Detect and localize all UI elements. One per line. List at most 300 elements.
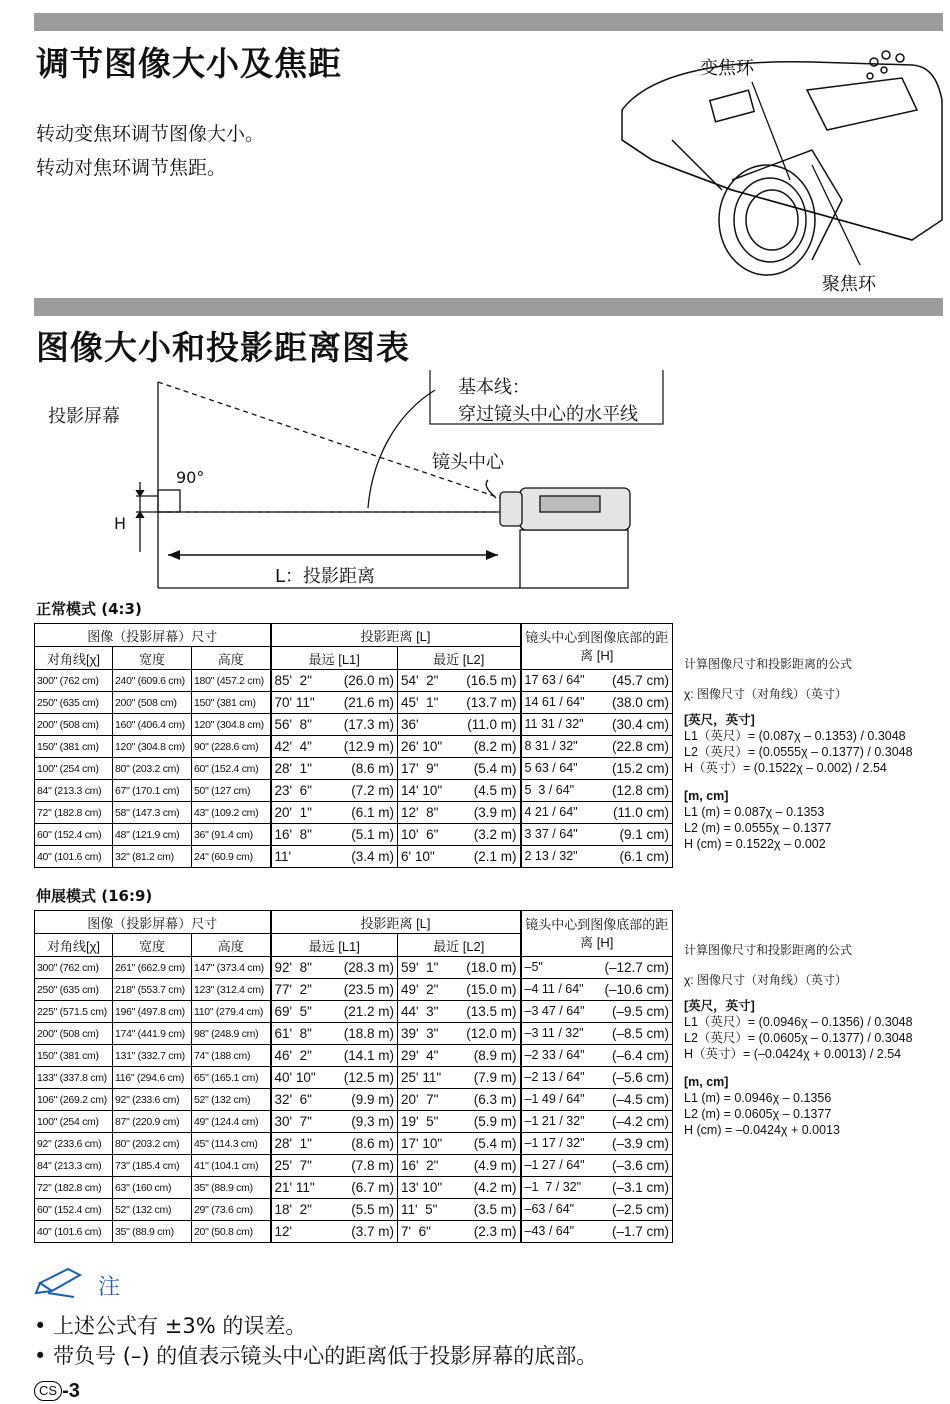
width-cell (113, 670, 192, 692)
max-distance-cell (271, 846, 398, 868)
min-distance-cell (398, 1045, 521, 1067)
metric-value: (3.5 m) (473, 1202, 517, 1217)
height-cell-text: 52" (132 cm) (194, 1093, 251, 1106)
table-row (35, 758, 673, 780)
distance-group-header: 投影距离 [L] (271, 911, 521, 934)
imperial-value: 11' 5" (401, 1202, 438, 1217)
diag-cell-text: 72" (182.8 cm) (37, 806, 102, 819)
width-cell (113, 1045, 192, 1067)
h-distance-cell (521, 692, 673, 714)
height-cell-text: 123" (312.4 cm) (194, 983, 264, 996)
height-cell (192, 1221, 271, 1243)
width-cell (113, 714, 192, 736)
imperial-value: 12' (274, 1224, 293, 1239)
height-cell (192, 736, 271, 758)
height-cell-text: 60" (152.4 cm) (194, 762, 259, 775)
diag-cell (35, 1023, 113, 1045)
imperial-value: 70' 11" (274, 695, 315, 710)
h-distance-cell (521, 780, 673, 802)
width-cell (113, 1199, 192, 1221)
lens-center-label: 镜头中心 (432, 452, 504, 473)
height-cell-text: 20" (50.8 cm) (194, 1225, 253, 1238)
baseline-label: 基本线： (458, 377, 530, 398)
metric-value: (6.1 cm) (619, 849, 669, 864)
max-distance-cell (271, 1089, 398, 1111)
metric-value: (13.5 m) (466, 1004, 517, 1019)
note-text: 上述公式有 ±3% 的误差。 (53, 1314, 307, 1338)
instruction-focus: 转动对焦环调节焦距。 (36, 157, 227, 179)
imperial-value: 17 63 / 64" (524, 673, 585, 687)
width-cell-text: 160" (406.4 cm) (115, 718, 185, 731)
max-distance-cell (271, 979, 398, 1001)
imperial-value: 69' 5" (274, 1004, 312, 1019)
diag-cell (35, 780, 113, 802)
imperial-value: 29' 4" (401, 1048, 439, 1063)
min-distance-cell (398, 736, 521, 758)
h-distance-cell (521, 670, 673, 692)
metric-value: (7.2 m) (351, 783, 394, 798)
min-distance-cell (398, 1199, 521, 1221)
imperial-value: 32' 6" (274, 1092, 312, 1107)
diag-cell (35, 670, 113, 692)
height-cell (192, 714, 271, 736)
diag-cell-text: 300" (762 cm) (37, 674, 99, 687)
height-cell (192, 846, 271, 868)
width-cell (113, 957, 192, 979)
imperial-value: 25' 7" (274, 1158, 312, 1173)
diag-header: 对角线[χ] (35, 934, 113, 957)
width-cell-text: 116" (294.6 cm) (115, 1071, 185, 1084)
metric-value: (17.3 m) (343, 717, 394, 732)
metric-value: (21.6 m) (343, 695, 394, 710)
min-distance-cell (398, 670, 521, 692)
min-distance-cell (398, 802, 521, 824)
height-cell (192, 1089, 271, 1111)
table-row (35, 692, 673, 714)
distance-group-header: 投影距离 [L] (271, 624, 521, 647)
height-cell-text: 45" (114.3 cm) (194, 1137, 258, 1150)
h-distance-cell (521, 1199, 673, 1221)
metric-value: (5.4 m) (473, 1136, 517, 1151)
diag-cell (35, 758, 113, 780)
max-distance-cell (271, 670, 398, 692)
width-cell-text: 32" (81.2 cm) (115, 850, 174, 863)
width-cell (113, 824, 192, 846)
height-cell (192, 824, 271, 846)
metric-value: (30.4 cm) (611, 717, 669, 732)
table-row (35, 1155, 673, 1177)
max-distance-cell (271, 692, 398, 714)
metric-value: (15.0 m) (466, 982, 517, 997)
imperial-value: 26' 10" (401, 739, 443, 754)
height-cell-text: 98" (248.9 cm) (194, 1027, 259, 1040)
max-distance-cell (271, 1023, 398, 1045)
h-distance-cell (521, 714, 673, 736)
h-distance-cell (521, 1023, 673, 1045)
height-cell-text: 180" (457.2 cm) (194, 674, 264, 687)
width-cell (113, 780, 192, 802)
metric-value: (18.8 m) (343, 1026, 394, 1041)
normal-mode-table (34, 623, 673, 868)
formula-m-head: [m, cm] (684, 789, 729, 803)
metric-value: (5.4 m) (473, 761, 517, 776)
width-cell-text: 240" (609.6 cm) (115, 674, 185, 687)
table-row (35, 1133, 673, 1155)
min-distance-cell (398, 714, 521, 736)
min-distance-cell (398, 758, 521, 780)
max-distance-cell (271, 714, 398, 736)
metric-value: (–6.4 cm) (611, 1048, 669, 1063)
note-item: • 上述公式有 ±3% 的误差。 (34, 1314, 307, 1338)
max-distance-cell (271, 824, 398, 846)
height-cell (192, 1067, 271, 1089)
imperial-value: 85' 2" (274, 673, 312, 688)
max-distance-cell (271, 1221, 398, 1243)
diag-cell-text: 150" (381 cm) (37, 740, 99, 753)
height-cell-text: 36" (91.4 cm) (194, 828, 253, 841)
imperial-value: 12' 8" (401, 805, 439, 820)
h-distance-cell (521, 1221, 673, 1243)
min-distance-header: 最近 [L2] (398, 647, 521, 670)
width-cell-text: 58" (147.3 cm) (115, 806, 180, 819)
width-cell-text: 92" (233.6 cm) (115, 1093, 180, 1106)
width-header: 宽度 (113, 934, 192, 957)
imperial-value: –1 21 / 32" (524, 1114, 585, 1128)
table-row (35, 1089, 673, 1111)
formula-m-head: [m, cm] (684, 1075, 729, 1089)
width-cell (113, 979, 192, 1001)
h-distance-cell (521, 1045, 673, 1067)
min-distance-cell (398, 957, 521, 979)
h-group-header: 镜头中心到图像底部的距离 [H] (521, 624, 673, 670)
metric-value: (4.5 m) (473, 783, 517, 798)
diag-cell (35, 736, 113, 758)
diag-cell-text: 200" (508 cm) (37, 718, 99, 731)
height-cell-text: 147" (373.4 cm) (194, 961, 264, 974)
diag-cell (35, 692, 113, 714)
metric-value: (3.2 m) (473, 827, 517, 842)
height-cell-text: 50" (127 cm) (194, 784, 251, 797)
min-distance-cell (398, 1089, 521, 1111)
metric-value: (12.0 m) (466, 1026, 517, 1041)
imperial-value: 28' 1" (274, 761, 312, 776)
h-distance-cell (521, 957, 673, 979)
min-distance-cell (398, 979, 521, 1001)
metric-value: (5.5 m) (351, 1202, 394, 1217)
diag-cell (35, 1067, 113, 1089)
imperial-value: 20' 7" (401, 1092, 439, 1107)
formula-line: L1（英尺）= (0.087χ – 0.1353) / 0.3048 (684, 729, 906, 743)
diag-cell-text: 60" (152.4 cm) (37, 1203, 102, 1216)
width-cell (113, 1221, 192, 1243)
imperial-value: –63 / 64" (524, 1202, 575, 1216)
metric-value: (4.9 m) (473, 1158, 517, 1173)
metric-value: (7.9 m) (473, 1070, 517, 1085)
min-distance-cell (398, 1023, 521, 1045)
imperial-value: 16' 8" (274, 827, 312, 842)
height-cell-text: 43" (109.2 cm) (194, 806, 259, 819)
height-cell-text: 65" (165.1 cm) (194, 1071, 259, 1084)
imperial-value: 11' (274, 849, 292, 864)
note-item: • 带负号 (–) 的值表示镜头中心的距离低于投影屏幕的底部。 (34, 1344, 598, 1368)
imperial-value: 44' 3" (401, 1004, 439, 1019)
max-distance-cell (271, 1045, 398, 1067)
imperial-value: 25' 11" (401, 1070, 442, 1085)
metric-value: (–3.1 cm) (611, 1180, 669, 1195)
metric-value: (8.2 m) (473, 739, 517, 754)
normal-formula-block (684, 656, 913, 852)
metric-value: (9.1 cm) (619, 827, 669, 842)
height-cell (192, 1023, 271, 1045)
metric-value: (26.0 m) (343, 673, 394, 688)
max-distance-cell (271, 780, 398, 802)
metric-value: (15.2 cm) (611, 761, 669, 776)
width-cell (113, 1001, 192, 1023)
min-distance-cell (398, 1111, 521, 1133)
metric-value: (6.7 m) (351, 1180, 394, 1195)
h-distance-cell (521, 736, 673, 758)
distance-label: L：投影距离 (275, 566, 376, 587)
zoom-ring-label: 变焦环 (700, 58, 754, 79)
imperial-value: 13' 10" (401, 1180, 443, 1195)
page-number (34, 1380, 80, 1403)
imperial-value: 16' 2" (401, 1158, 439, 1173)
imperial-value: –5" (524, 960, 543, 974)
metric-value: (3.7 m) (351, 1224, 394, 1239)
formula-line: L1（英尺）= (0.0946χ – 0.1356) / 0.3048 (684, 1015, 913, 1029)
metric-value: (38.0 cm) (611, 695, 669, 710)
diag-cell-text: 300" (762 cm) (37, 961, 99, 974)
diag-cell-text: 100" (254 cm) (37, 1115, 99, 1128)
diag-cell-text: 72" (182.8 cm) (37, 1181, 102, 1194)
metric-value: (45.7 cm) (611, 673, 669, 688)
min-distance-cell (398, 1067, 521, 1089)
focus-ring-label: 聚焦环 (822, 274, 876, 295)
wide-mode-title: 伸展模式 (16:9) (36, 887, 153, 905)
height-header: 高度 (192, 934, 271, 957)
table-row (35, 736, 673, 758)
imperial-value: –1 49 / 64" (524, 1092, 585, 1106)
width-cell-text: 131" (332.7 cm) (115, 1049, 185, 1062)
metric-value: (3.9 m) (473, 805, 517, 820)
formula-title: 计算图像尺寸和投影距离的公式 (684, 657, 853, 671)
min-distance-cell (398, 780, 521, 802)
metric-value: (–4.5 cm) (611, 1092, 669, 1107)
diag-cell (35, 1199, 113, 1221)
h-distance-cell (521, 1089, 673, 1111)
metric-value: (16.5 m) (466, 673, 517, 688)
metric-value: (13.7 m) (466, 695, 517, 710)
wide-mode-table (34, 910, 673, 1243)
diag-cell (35, 824, 113, 846)
h-distance-cell (521, 1111, 673, 1133)
imperial-value: 46' 2" (274, 1048, 312, 1063)
width-cell-text: 80" (203.2 cm) (115, 1137, 180, 1150)
table-row (35, 802, 673, 824)
metric-value: (–1.7 cm) (611, 1224, 669, 1239)
diag-cell (35, 846, 113, 868)
note-list (34, 1311, 597, 1371)
metric-value: (–8.5 cm) (611, 1026, 669, 1041)
width-cell (113, 736, 192, 758)
metric-value: (21.2 m) (343, 1004, 394, 1019)
imperial-value: 40' 10" (274, 1070, 316, 1085)
diag-cell-text: 106" (269.2 cm) (37, 1093, 107, 1106)
section-bar (34, 298, 943, 316)
h-distance-cell (521, 1001, 673, 1023)
imperial-value: –2 13 / 64" (524, 1070, 585, 1084)
metric-value: (12.8 cm) (611, 783, 669, 798)
min-distance-cell (398, 1221, 521, 1243)
height-cell (192, 979, 271, 1001)
imperial-value: 39' 3" (401, 1026, 439, 1041)
table-row (35, 1111, 673, 1133)
diag-cell (35, 979, 113, 1001)
h-distance-cell (521, 802, 673, 824)
diag-cell-text: 40" (101.6 cm) (37, 1225, 102, 1238)
height-cell-text: 110" (279.4 cm) (194, 1005, 264, 1018)
imperial-value: 14 61 / 64" (524, 695, 585, 709)
imperial-value: 45' 1" (401, 695, 439, 710)
note-title: 注 (98, 1275, 121, 1300)
formula-chi: χ: 图像尺寸（对角线）（英寸） (684, 973, 847, 987)
formula-line: H（英寸）= (–0.0424χ + 0.0013) / 2.54 (684, 1047, 902, 1061)
diag-cell (35, 1045, 113, 1067)
height-cell (192, 1177, 271, 1199)
width-cell-text: 261" (662.9 cm) (115, 961, 185, 974)
width-cell-text: 174" (441.9 cm) (115, 1027, 185, 1040)
imperial-value: –3 11 / 32" (524, 1026, 584, 1040)
diag-cell (35, 1089, 113, 1111)
formula-line: H (cm) = 0.1522χ – 0.002 (684, 837, 826, 851)
imperial-value: 7' 6" (401, 1224, 431, 1239)
baseline-description: 穿过镜头中心的水平线 (458, 404, 638, 425)
metric-value: (–9.5 cm) (611, 1004, 669, 1019)
imperial-value: 5 63 / 64" (524, 761, 578, 775)
max-distance-cell (271, 1199, 398, 1221)
formula-line: L2 (m) = 0.0555χ – 0.1377 (684, 821, 832, 835)
imperial-value: 30' 7" (274, 1114, 312, 1129)
wide-formula-block (684, 942, 913, 1138)
height-cell (192, 1111, 271, 1133)
diag-cell-text: 40" (101.6 cm) (37, 850, 102, 863)
table-row (35, 1199, 673, 1221)
page-number-text: -3 (62, 1380, 80, 1402)
width-cell-text: 67" (170.1 cm) (115, 784, 180, 797)
height-header: 高度 (192, 647, 271, 670)
diag-cell (35, 802, 113, 824)
height-cell (192, 1045, 271, 1067)
h-distance-cell (521, 824, 673, 846)
metric-value: (–10.6 cm) (604, 982, 669, 997)
pencil-note-icon (34, 1263, 90, 1303)
height-cell-text: 90" (228.6 cm) (194, 740, 259, 753)
formula-line: L1 (m) = 0.087χ – 0.1353 (684, 805, 825, 819)
normal-mode-title: 正常模式 (4:3) (36, 600, 142, 618)
metric-value: (28.3 m) (343, 960, 394, 975)
imperial-value: 11 31 / 32" (524, 717, 584, 731)
metric-value: (–5.6 cm) (611, 1070, 669, 1085)
section-title-distance-chart: 图像大小和投影距离图表 (36, 328, 410, 367)
size-group-header: 图像（投影屏幕）尺寸 (35, 624, 271, 647)
width-cell-text: 200" (508 cm) (115, 696, 177, 709)
imperial-value: 19' 5" (401, 1114, 439, 1129)
imperial-value: 28' 1" (274, 1136, 312, 1151)
metric-value: (3.4 m) (351, 849, 394, 864)
table-row (35, 957, 673, 979)
width-header: 宽度 (113, 647, 192, 670)
imperial-value: 23' 6" (274, 783, 312, 798)
table-row (35, 1001, 673, 1023)
imperial-value: 36' (401, 717, 419, 732)
imperial-value: 42' 4" (274, 739, 312, 754)
height-cell-text: 74" (188 cm) (194, 1049, 251, 1062)
height-cell (192, 780, 271, 802)
projector-lens-illustration (612, 40, 948, 300)
width-cell (113, 1089, 192, 1111)
width-cell-text: 196" (497.8 cm) (115, 1005, 185, 1018)
height-cell (192, 1199, 271, 1221)
diag-cell (35, 1177, 113, 1199)
min-distance-cell (398, 692, 521, 714)
imperial-value: 14' 10" (401, 783, 443, 798)
diag-cell-text: 84" (213.3 cm) (37, 1159, 102, 1172)
imperial-value: 3 37 / 64" (524, 827, 578, 841)
min-distance-cell (398, 846, 521, 868)
height-cell (192, 670, 271, 692)
imperial-value: –1 17 / 32" (524, 1136, 585, 1150)
metric-value: (8.9 m) (473, 1048, 517, 1063)
imperial-value: 8 31 / 32" (524, 739, 578, 753)
height-cell-text: 150" (381 cm) (194, 696, 256, 709)
angle-label: 90° (176, 468, 205, 487)
max-distance-cell (271, 1111, 398, 1133)
diag-cell (35, 1111, 113, 1133)
formula-line: H（英寸）= (0.1522χ – 0.002) / 2.54 (684, 761, 887, 775)
diag-cell-text: 133" (337.8 cm) (37, 1071, 107, 1084)
note-text: 带负号 (–) 的值表示镜头中心的距离低于投影屏幕的底部。 (53, 1344, 598, 1368)
formula-line: L1 (m) = 0.0946χ – 0.1356 (684, 1091, 832, 1105)
h-distance-cell (521, 1177, 673, 1199)
imperial-value: 17' 9" (401, 761, 439, 776)
width-cell-text: 120" (304.8 cm) (115, 740, 185, 753)
min-distance-cell (398, 1001, 521, 1023)
imperial-value: –1 27 / 64" (524, 1158, 585, 1172)
height-cell-text: 24" (60.9 cm) (194, 850, 253, 863)
h-distance-cell (521, 1067, 673, 1089)
instruction-zoom: 转动变焦环调节图像大小。 (36, 123, 265, 145)
width-cell-text: 218" (553.7 cm) (115, 983, 185, 996)
max-distance-cell (271, 1177, 398, 1199)
imperial-value: 49' 2" (401, 982, 439, 997)
imperial-value: –3 47 / 64" (524, 1004, 585, 1018)
formula-chi: χ: 图像尺寸（对角线）（英寸） (684, 687, 847, 701)
h-label: H (114, 514, 127, 533)
metric-value: (14.1 m) (343, 1048, 394, 1063)
formula-line: L2（英尺）= (0.0555χ – 0.1377) / 0.3048 (684, 745, 913, 759)
max-distance-cell (271, 1133, 398, 1155)
table-row (35, 1221, 673, 1243)
formula-line: L2 (m) = 0.0605χ – 0.1377 (684, 1107, 832, 1121)
width-cell-text: 48" (121.9 cm) (115, 828, 180, 841)
diag-cell-text: 84" (213.3 cm) (37, 784, 102, 797)
imperial-value: –4 11 / 64" (524, 982, 584, 996)
diag-header: 对角线[χ] (35, 647, 113, 670)
screen-label: 投影屏幕 (48, 406, 120, 427)
section-bar (34, 13, 943, 31)
height-cell-text: 41" (104.1 cm) (194, 1159, 259, 1172)
metric-value: (12.5 m) (343, 1070, 394, 1085)
